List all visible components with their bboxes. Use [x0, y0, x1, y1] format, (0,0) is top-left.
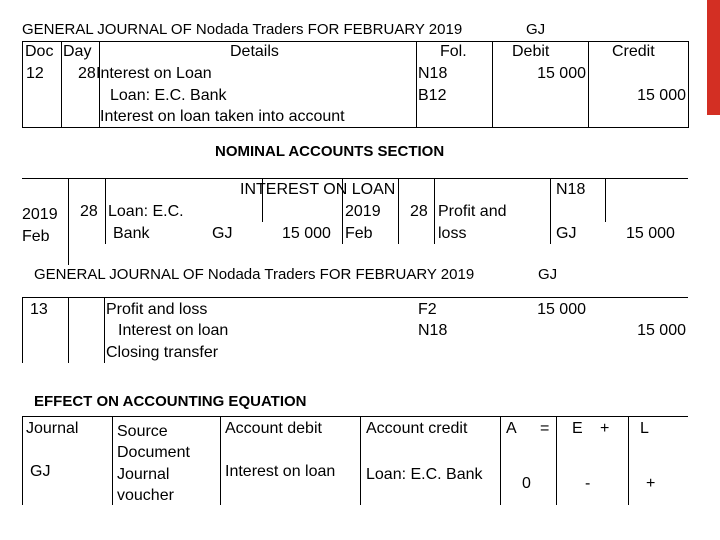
debit-amount: 15 000 — [282, 225, 331, 242]
table-cell: Interest on loan — [225, 463, 336, 480]
accent-bar — [707, 0, 720, 115]
table-cell: N18 — [418, 65, 448, 82]
col-equals: = — [540, 420, 550, 437]
col-debit: Debit — [512, 43, 550, 60]
credit-fol: GJ — [556, 225, 577, 242]
credit-amount: 15 000 — [626, 225, 675, 242]
table-cell: 0 — [522, 475, 531, 492]
credit-month: Feb — [345, 225, 373, 242]
col-doc: Doc — [25, 43, 54, 60]
table-cell: B12 — [418, 87, 447, 104]
col-liabilities: L — [640, 420, 649, 437]
table-cell: - — [585, 475, 591, 492]
col-plus: + — [600, 420, 610, 437]
ledger-title: INTEREST ON LOAN — [240, 181, 396, 198]
table-cell: Loan: E.C. Bank — [366, 466, 483, 483]
col-journal: Journal — [26, 420, 79, 437]
table-cell: Interest on loan taken into account — [100, 108, 345, 125]
table-cell: 13 — [30, 301, 48, 318]
credit-day: 28 — [410, 203, 428, 220]
ledger-ref: N18 — [556, 181, 586, 198]
table-cell: Interest on Loan — [96, 65, 212, 82]
table-cell: Journal voucher — [117, 466, 174, 504]
table-cell: 15 000 — [637, 322, 686, 339]
debit-detail: Loan: E.C. — [108, 203, 184, 220]
col-account-credit: Account credit — [366, 420, 468, 437]
col-details: Details — [230, 43, 279, 60]
journal-1-title: GENERAL JOURNAL OF Nodada Traders FOR FEBRUARY 2019 — [22, 21, 463, 38]
col-assets: A — [506, 420, 517, 437]
table-cell: Closing transfer — [106, 344, 219, 361]
table-cell: 12 — [26, 65, 44, 82]
table-cell: + — [646, 475, 656, 492]
credit-year: 2019 — [345, 203, 381, 220]
table-cell: Interest on loan — [118, 322, 229, 339]
col-credit: Credit — [612, 43, 655, 60]
col-source: Source Document — [117, 423, 190, 461]
table-cell: Profit and loss — [106, 301, 208, 318]
table-cell: 28 — [78, 65, 96, 82]
col-fol: Fol. — [440, 43, 467, 60]
credit-detail: loss — [438, 225, 467, 242]
table-cell: 15 000 — [537, 301, 586, 318]
debit-date: 2019 Feb — [22, 206, 58, 245]
table-cell: Loan: E.C. Bank — [110, 87, 227, 104]
col-account-debit: Account debit — [225, 420, 322, 437]
table-cell: 15 000 — [537, 65, 586, 82]
journal-2-title: GENERAL JOURNAL OF Nodada Traders FOR FEBRUARY 2019 — [34, 266, 475, 283]
debit-day: 28 — [80, 203, 98, 220]
col-equity: E — [572, 420, 583, 437]
nominal-section-title: NOMINAL ACCOUNTS SECTION — [215, 143, 445, 160]
table-cell: 15 000 — [637, 87, 686, 104]
debit-fol: GJ — [212, 225, 233, 242]
table-cell: F2 — [418, 301, 437, 318]
journal-2-ref: GJ — [538, 266, 558, 283]
col-day: Day — [63, 43, 92, 60]
effect-title: EFFECT ON ACCOUNTING EQUATION — [34, 393, 307, 410]
debit-detail: Bank — [113, 225, 150, 242]
journal-1-ref: GJ — [526, 21, 546, 38]
credit-detail: Profit and — [438, 203, 507, 220]
table-cell: N18 — [418, 322, 448, 339]
table-cell: GJ — [30, 463, 51, 480]
